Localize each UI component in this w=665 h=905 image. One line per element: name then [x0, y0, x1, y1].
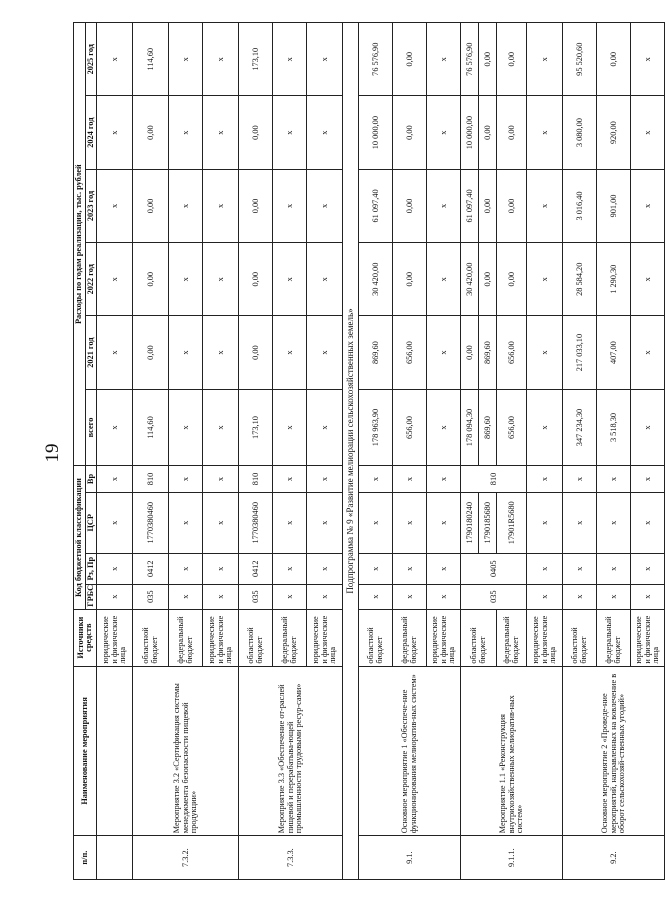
cell-2024: x: [307, 96, 343, 169]
cell-source: федеральный бюджет: [273, 609, 307, 666]
cell-2022: 0,00: [133, 243, 169, 316]
cell-2024: x: [631, 96, 665, 169]
header-grbs: ГРБС: [85, 584, 97, 609]
cell-total: x: [427, 389, 461, 466]
cell-2022: 28 584,20: [563, 243, 597, 316]
cell-2024: 10 000,00: [359, 96, 393, 169]
cell-total: 656,00: [497, 389, 527, 466]
cell-grbs: 035: [239, 584, 273, 609]
cell-grbs: x: [307, 584, 343, 609]
cell-2023: 0,00: [133, 169, 169, 242]
cell-total: 178 094,30: [461, 389, 479, 466]
cell-2022: x: [427, 243, 461, 316]
cell-vr: x: [273, 466, 307, 492]
cell-2022: 0,00: [393, 243, 427, 316]
cell-2021: x: [97, 316, 133, 389]
cell-vr: 810: [461, 466, 527, 492]
cell-total: x: [631, 389, 665, 466]
cell-2025: 76 576,90: [461, 23, 479, 96]
cell-grbs: x: [527, 584, 563, 609]
cell-2022: 30 420,00: [359, 243, 393, 316]
cell-2023: 0,00: [497, 169, 527, 242]
cell-csr: x: [563, 492, 597, 553]
cell-2022: 0,00: [239, 243, 273, 316]
cell-2025: x: [273, 23, 307, 96]
cell-rzpr: x: [427, 553, 461, 584]
cell-2025: 0,00: [479, 23, 497, 96]
rotated-table-container: [73, 22, 661, 880]
cell-2023: 0,00: [393, 169, 427, 242]
header-row-1: [74, 23, 86, 880]
header-name: Наименование мероприятия: [74, 666, 97, 836]
cell-csr: x: [427, 492, 461, 553]
cell-source: областной бюджет: [239, 609, 273, 666]
cell-csr: x: [631, 492, 665, 553]
cell-name: Мероприятие 1.1 «Реконструкция внутрихозяйственных мелиоратив-ных систем»: [461, 666, 563, 836]
cell-csr: 1790180240: [461, 492, 479, 553]
cell-name: Основное мероприятие 1 «Обеспече-ние функционирования мелиоратив-ных систем»: [359, 666, 461, 836]
cell-2023: x: [203, 169, 239, 242]
cell-no: 7.3.2.: [133, 836, 239, 880]
cell-grbs: x: [359, 584, 393, 609]
header-no: п/п.: [74, 836, 97, 880]
cell-2021: 869,60: [479, 316, 497, 389]
table-row: [563, 23, 597, 880]
cell-2021: 869,60: [359, 316, 393, 389]
cell-2022: 0,00: [479, 243, 497, 316]
cell-2024: 0,00: [393, 96, 427, 169]
subprogram-title: Подпрограмма № 9 «Развитие мелиорации сельскохозяйственных земель»: [343, 23, 359, 880]
header-source: Источники средств: [74, 609, 97, 666]
cell-2022: x: [307, 243, 343, 316]
cell-csr: 17901R5680: [497, 492, 527, 553]
cell-rzpr: x: [563, 553, 597, 584]
cell-2023: 0,00: [479, 169, 497, 242]
cell-total: x: [273, 389, 307, 466]
cell-vr: x: [393, 466, 427, 492]
cell-source: федеральный бюджет: [597, 609, 631, 666]
header-2022: 2022 год: [85, 243, 97, 316]
cell-name: Мероприятие 3.3 «Обеспечение от-раслей пищевой и перерабатыва-ющей промышленности трудовыми ресур-сами»: [239, 666, 343, 836]
cell-2022: 1 290,30: [597, 243, 631, 316]
cell-rzpr: 0405: [461, 553, 527, 584]
header-2024: 2024 год: [85, 96, 97, 169]
cell-grbs: x: [273, 584, 307, 609]
cell-2024: 0,00: [239, 96, 273, 169]
cell-2025: 114,60: [133, 23, 169, 96]
cell-source: федеральный бюджет: [169, 609, 203, 666]
cell-2023: x: [273, 169, 307, 242]
subprogram-row: [343, 23, 359, 880]
cell-2021: 217 033,10: [563, 316, 597, 389]
cell-2023: 3 016,40: [563, 169, 597, 242]
cell-2025: 0,00: [393, 23, 427, 96]
cell-total: 347 234,30: [563, 389, 597, 466]
cell-vr: x: [563, 466, 597, 492]
cell-2023: x: [527, 169, 563, 242]
cell-vr: x: [359, 466, 393, 492]
cell-2023: x: [97, 169, 133, 242]
cell-rzpr: x: [359, 553, 393, 584]
cell-grbs: x: [97, 584, 133, 609]
cell-no: 9.1.: [359, 836, 461, 880]
table-row: [97, 23, 133, 880]
header-2025: 2025 год: [85, 23, 97, 96]
cell-source: областной бюджет: [563, 609, 597, 666]
cell-vr: x: [203, 466, 239, 492]
cell-2021: x: [631, 316, 665, 389]
table-row: [133, 23, 169, 880]
cell-no: 9.1.1.: [461, 836, 563, 880]
header-expenses: Расходы по годам реализации, тыс. рублей: [74, 23, 86, 466]
cell-2021: x: [307, 316, 343, 389]
cell-rzpr: x: [273, 553, 307, 584]
cell-2021: x: [203, 316, 239, 389]
cell-csr: x: [393, 492, 427, 553]
cell-grbs: x: [427, 584, 461, 609]
cell-csr: x: [597, 492, 631, 553]
cell-2024: x: [273, 96, 307, 169]
cell-2025: x: [97, 23, 133, 96]
cell-source: федеральный бюджет: [497, 609, 527, 666]
cell-2025: 173,10: [239, 23, 273, 96]
cell-source: федеральный бюджет: [393, 609, 427, 666]
cell-rzpr: x: [203, 553, 239, 584]
cell-rzpr: x: [169, 553, 203, 584]
header-2021: 2021 год: [85, 316, 97, 389]
cell-rzpr: x: [97, 553, 133, 584]
cell-rzpr: x: [393, 553, 427, 584]
cell-2021: x: [527, 316, 563, 389]
cell-source: областной бюджет: [133, 609, 169, 666]
cell-vr: x: [97, 466, 133, 492]
cell-2025: 95 520,60: [563, 23, 597, 96]
cell-2021: 656,00: [497, 316, 527, 389]
cell-csr: 1790185680: [479, 492, 497, 553]
cell-grbs: x: [563, 584, 597, 609]
cell-total: 3 518,30: [597, 389, 631, 466]
cell-name: Мероприятие 3.2 «Сертификация системы менеджмента безопасности пищевой продукции»: [133, 666, 239, 836]
cell-vr: x: [631, 466, 665, 492]
cell-2022: x: [97, 243, 133, 316]
cell-vr: x: [307, 466, 343, 492]
cell-2021: 656,00: [393, 316, 427, 389]
cell-2021: 0,00: [133, 316, 169, 389]
cell-total: x: [203, 389, 239, 466]
cell-2024: x: [527, 96, 563, 169]
cell-2022: x: [527, 243, 563, 316]
cell-vr: x: [597, 466, 631, 492]
cell-2022: 0,00: [497, 243, 527, 316]
cell-csr: x: [307, 492, 343, 553]
header-2023: 2023 год: [85, 169, 97, 242]
cell-2025: x: [307, 23, 343, 96]
cell-2023: 61 097,40: [461, 169, 479, 242]
cell-rzpr: x: [597, 553, 631, 584]
cell-2021: x: [427, 316, 461, 389]
cell-source: юридические и физические лица: [97, 609, 133, 666]
cell-rzpr: x: [307, 553, 343, 584]
cell-total: 173,10: [239, 389, 273, 466]
cell-2025: x: [169, 23, 203, 96]
cell-2021: 0,00: [461, 316, 479, 389]
cell-rzpr: x: [631, 553, 665, 584]
cell-2023: x: [631, 169, 665, 242]
cell-2022: 30 420,00: [461, 243, 479, 316]
cell-2023: 901,00: [597, 169, 631, 242]
cell-csr: x: [359, 492, 393, 553]
cell-csr: x: [527, 492, 563, 553]
cell-rzpr: 0412: [133, 553, 169, 584]
cell-no: 7.3.3.: [239, 836, 343, 880]
budget-table: [73, 22, 665, 880]
cell-2024: x: [427, 96, 461, 169]
cell-total: x: [97, 389, 133, 466]
cell-grbs: x: [169, 584, 203, 609]
cell-2022: x: [273, 243, 307, 316]
cell-csr: x: [169, 492, 203, 553]
cell-2021: x: [169, 316, 203, 389]
cell-2023: x: [427, 169, 461, 242]
cell-2025: x: [427, 23, 461, 96]
cell-2024: x: [97, 96, 133, 169]
cell-total: x: [307, 389, 343, 466]
cell-vr: x: [527, 466, 563, 492]
header-csr: ЦСР: [85, 492, 97, 553]
cell-2022: x: [169, 243, 203, 316]
cell-vr: x: [169, 466, 203, 492]
cell-total: 656,00: [393, 389, 427, 466]
cell-2022: x: [203, 243, 239, 316]
cell-total: x: [527, 389, 563, 466]
cell-total: x: [169, 389, 203, 466]
cell-source: юридические и физические лица: [427, 609, 461, 666]
cell-vr: 810: [133, 466, 169, 492]
cell-grbs: x: [393, 584, 427, 609]
table-row: [239, 23, 273, 880]
cell-2025: 76 576,90: [359, 23, 393, 96]
cell-2025: 0,00: [597, 23, 631, 96]
cell-no: [97, 836, 133, 880]
cell-2025: x: [203, 23, 239, 96]
cell-csr: x: [273, 492, 307, 553]
cell-source: юридические и физические лица: [203, 609, 239, 666]
cell-name: Основное мероприятие 2 «Проведе-ние мероприятий, направленных на вовлечение в оборот сельскохозяй-ственных угодий»: [563, 666, 665, 836]
cell-2024: x: [203, 96, 239, 169]
cell-2024: 3 080,00: [563, 96, 597, 169]
cell-total: 114,60: [133, 389, 169, 466]
cell-rzpr: x: [527, 553, 563, 584]
cell-name: [97, 666, 133, 836]
cell-source: областной бюджет: [461, 609, 497, 666]
header-budget-code: Код бюджетной классификации: [74, 466, 86, 609]
page-number: 19: [42, 443, 63, 463]
cell-grbs: x: [597, 584, 631, 609]
cell-vr: x: [427, 466, 461, 492]
cell-csr: x: [97, 492, 133, 553]
cell-grbs: x: [203, 584, 239, 609]
cell-csr: x: [203, 492, 239, 553]
cell-2025: x: [631, 23, 665, 96]
cell-source: юридические и физические лица: [527, 609, 563, 666]
cell-no: 9.2.: [563, 836, 665, 880]
cell-2024: x: [169, 96, 203, 169]
cell-2025: x: [527, 23, 563, 96]
cell-2024: 10 000,00: [461, 96, 479, 169]
header-vr: Вр: [85, 466, 97, 492]
cell-grbs: 035: [461, 584, 527, 609]
cell-2025: 0,00: [497, 23, 527, 96]
cell-source: юридические и физические лица: [307, 609, 343, 666]
cell-grbs: x: [631, 584, 665, 609]
cell-2021: 0,00: [239, 316, 273, 389]
cell-2024: 920,00: [597, 96, 631, 169]
cell-2021: 407,00: [597, 316, 631, 389]
cell-vr: 810: [239, 466, 273, 492]
header-total: всего: [85, 389, 97, 466]
cell-2023: x: [169, 169, 203, 242]
cell-grbs: 035: [133, 584, 169, 609]
cell-2024: 0,00: [133, 96, 169, 169]
header-rzpr: Рз, Пр: [85, 553, 97, 584]
cell-total: 869,60: [479, 389, 497, 466]
cell-source: областной бюджет: [359, 609, 393, 666]
table-row: [461, 23, 479, 880]
cell-2023: x: [307, 169, 343, 242]
cell-source: юридические и физические лица: [631, 609, 665, 666]
cell-total: 178 963,90: [359, 389, 393, 466]
cell-2023: 61 097,40: [359, 169, 393, 242]
cell-rzpr: 0412: [239, 553, 273, 584]
cell-2021: x: [273, 316, 307, 389]
cell-2022: x: [631, 243, 665, 316]
table-row: [359, 23, 393, 880]
cell-csr: 1770380460: [239, 492, 273, 553]
cell-2023: 0,00: [239, 169, 273, 242]
cell-csr: 1770380460: [133, 492, 169, 553]
cell-2024: 0,00: [497, 96, 527, 169]
cell-2024: 0,00: [479, 96, 497, 169]
